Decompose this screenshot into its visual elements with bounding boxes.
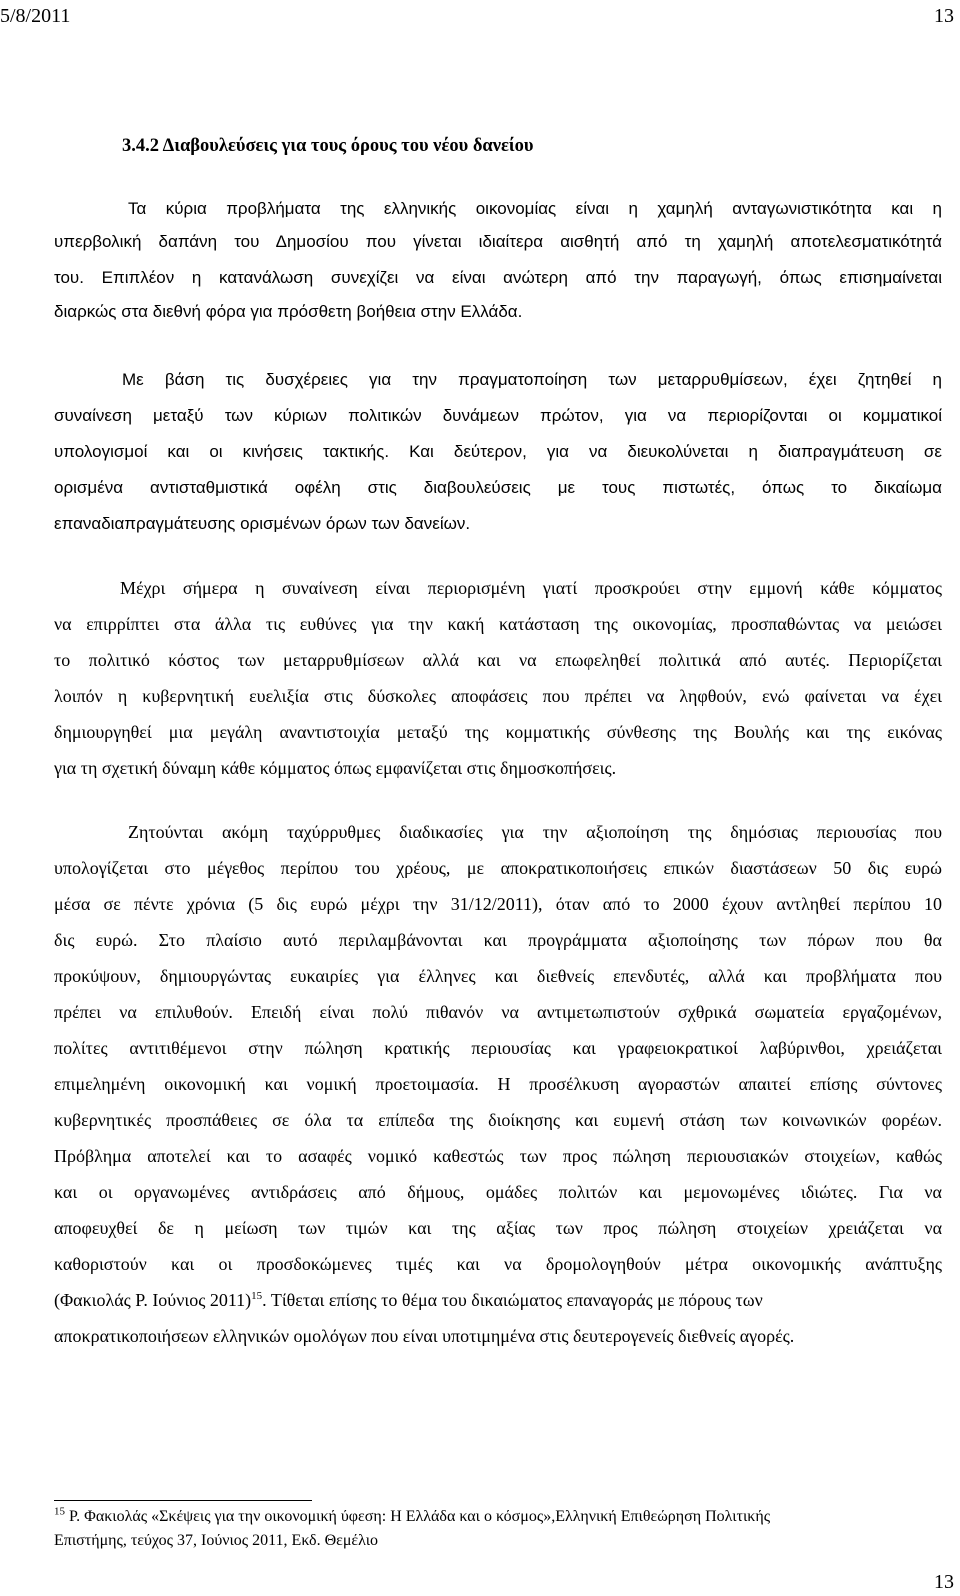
p4-line-6: πρέπει να επιλυθούν. Επειδή είναι πολύ πιθανόν να αντιμετωπιστούν σχθρικά σωματεία εργαζομένων,	[54, 1002, 942, 1022]
p4-line-11: και οι οργανωμένες αντιδράσεις από δήμους, ομάδες πολιτών και μεμονωμένες ιδιώτες. Για να	[54, 1182, 942, 1202]
footnote-text-1: Ρ. Φακιολάς «Σκέψεις για την οικονομική ύφεση: Η Ελλάδα και ο κόσμος»,Ελληνική Επιθεώρηση Πολιτικής	[65, 1508, 771, 1525]
p2-line-5: επαναδιαπραγμάτευσης ορισμένων όρων των δανείων.	[54, 514, 471, 533]
p2-line-2: συναίνεση μεταξύ των κύριων πολιτικών δυνάμεων πρώτον, για να περιορίζονται οι κομματικοί	[54, 406, 942, 425]
p4-line-7: πολίτες αντιτιθέμενοι στην πώληση κρατικής περιουσίας και γραφειοκρατικοί λαβύρινθοι, χρειάζεται	[54, 1038, 942, 1058]
p3-line-4: λοιπόν η κυβερνητική ευελιξία στις δύσκολες αποφάσεις που πρέπει να ληφθούν, ενώ φαίνεται να έχει	[54, 686, 942, 706]
p1-line-4: διαρκώς στα διεθνή φόρα για πρόσθετη βοήθεια στην Ελλάδα.	[54, 302, 523, 321]
p4-line-4: δις ευρώ. Στο πλαίσιο αυτό περιλαμβάνονται και προγράμματα αξιοποίησης των πόρων που θα	[54, 930, 942, 950]
p4-line-9: κυβερνητικές προσπάθειες σε όλα τα επίπεδα της διοίκησης και ευμενή στάση των κοινωνικών φορέων.	[54, 1110, 942, 1130]
p2-line-4: ορισμένα αντισταθμιστικά οφέλη στις διαβουλεύσεις με τους πιστωτές, όπως το δικαίωμα	[54, 478, 942, 497]
p4-line-8: επιμελημένη οικονομική και νομική προετοιμασία. Η προσέλκυση αγοραστών απαιτεί επίσης σύντονες	[54, 1074, 942, 1094]
p3-line-5: δημιουργηθεί μια μεγάλη αναντιστοιχία μεταξύ της κομματικής σύνθεσης της Βουλής και της εικόνας	[54, 722, 942, 742]
p1-line-3: του. Επιπλέον η κατανάλωση συνεχίζει να είναι ανώτερη από την παραγωγή, όπως επισημαίνεται	[54, 268, 942, 287]
footnote-separator	[54, 1500, 312, 1501]
p4-line-5: προκύψουν, δημιουργώντας ευκαιρίες για έλληνες και διεθνείς επενδυτές, αλλά και προβλήματα που	[54, 966, 942, 986]
p4-line-15: αποκρατικοποιήσεων ελληνικών ομολόγων που είναι υποτιμημένα στις δευτερογενείς διεθνείς αγορές.	[54, 1326, 795, 1346]
footer-page-number: 13	[934, 1571, 954, 1593]
header-date: 5/8/2011	[0, 5, 71, 27]
p3-line-2: να επιρρίπτει στα άλλα τις ευθύνες για την κακή κατάσταση της οικονομίας, προσπαθώντας να μειώσει	[54, 614, 942, 634]
footnote-ref-15: 15	[251, 1290, 263, 1302]
p2-line-3: υπολογισμοί και οι κινήσεις τακτικής. Και δεύτερον, για να διευκολύνεται η διαπραγμάτευση σε	[54, 442, 942, 461]
citation-text: (Φακιολάς Ρ. Ιούνιος 2011)	[54, 1290, 252, 1310]
p4-line-14-rest: . Τίθεται επίσης το θέμα του δικαιώματος επαναγοράς με πόρους των	[262, 1290, 763, 1310]
p3-line-3: το πολιτικό κόστος των μεταρρυθμίσεων αλλά και να επωφεληθεί πολιτικά από αυτές. Περιορίζεται	[54, 650, 942, 670]
p4-line-14	[54, 1288, 942, 1312]
p4-line-13: καθοριστούν και οι προσδοκώμενες τιμές και να δρομολογηθούν μέτρα οικονομικής ανάπτυξης	[54, 1254, 942, 1274]
p4-line-12: αποφευχθεί δε η μείωση των τιμών και της αξίας των προς πώληση στοιχείων χρειάζεται να	[54, 1218, 942, 1238]
p3-line-6: για τη σχετική δύναμη κάθε κόμματος όπως εμφανίζεται στις δημοσκοπήσεις.	[54, 758, 617, 778]
p1-line-1: Τα κύρια προβλήματα της ελληνικής οικονομίας είναι η χαμηλή ανταγωνιστικότητα και η	[128, 199, 942, 218]
p3-line-1: Μέχρι σήμερα η συναίνεση είναι περιορισμένη γιατί προσκρούει στην εμμονή κάθε κόμματος	[120, 578, 942, 598]
p4-line-10: Πρόβλημα αποτελεί και το ασαφές νομικό καθεστώς των προς πώληση περιουσιακών στοιχείων, καθώς	[54, 1146, 942, 1166]
p2-line-1: Με βάση τις δυσχέρειες για την πραγματοποίηση των μεταρρυθμίσεων, έχει ζητηθεί η	[122, 370, 942, 389]
footnote-line-1	[54, 1506, 942, 1528]
p4-line-2: υπολογίζεται στο μέγεθος περίπου του χρέους, με αποκρατικοποιήσεις επικών διαστάσεων 50 δις ευρώ	[54, 858, 942, 878]
p1-line-2: υπερβολική δαπάνη του Δημοσίου που γίνεται ιδιαίτερα αισθητή από τη χαμηλή αποτελεσματικότητά	[54, 232, 942, 251]
header-page-number: 13	[934, 5, 954, 27]
p4-line-1: Ζητούνται ακόμη ταχύρρυθμες διαδικασίες για την αξιοποίηση της δημόσιας περιουσίας που	[128, 822, 942, 842]
footnote-line-2: Επιστήμης, τεύχος 37, Ιούνιος 2011, Εκδ. Θεμέλιο	[54, 1532, 379, 1549]
footnote-marker: 15	[54, 1505, 65, 1518]
section-heading: 3.4.2 Διαβουλεύσεις για τους όρους του νέου δανείου	[122, 136, 534, 156]
p4-line-3: μέσα σε πέντε χρόνια (5 δις ευρώ μέχρι την 31/12/2011), όταν από το 2000 έχουν αντληθεί περίπου 10	[54, 894, 942, 914]
